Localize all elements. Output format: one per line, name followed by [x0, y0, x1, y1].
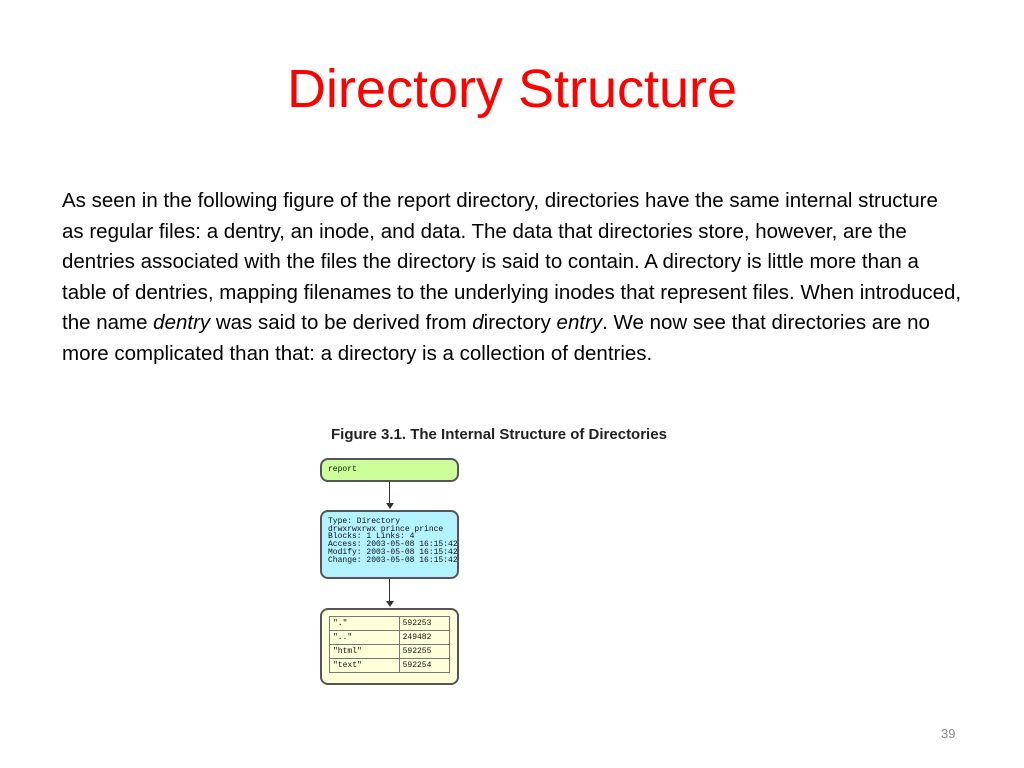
inode-line: Access: 2003-05-08 16:15:42 — [328, 540, 458, 550]
inode-line: drwxrwxrwx prince prince — [328, 524, 444, 534]
entry-name: "text" — [330, 659, 400, 673]
body-text-part4: . We now see that directories are no more complicated than that: a directory is a collection of dentries. — [62, 311, 930, 365]
inode-line: Modify: 2003-05-08 16:15:42 — [328, 547, 458, 557]
entry-name: "." — [330, 617, 400, 631]
body-text-part3: irectory — [483, 311, 557, 335]
body-text-entry: entry — [556, 311, 603, 335]
body-text-dentry: dentry — [153, 311, 211, 335]
entry-inode: 249482 — [399, 631, 449, 645]
body-text-part2: was said to be derived from — [210, 311, 473, 335]
inode-line: Change: 2003-05-08 16:15:42 — [328, 555, 458, 565]
body-text-d: d — [472, 311, 484, 335]
entry-name: "html" — [330, 645, 400, 659]
table-row — [330, 659, 450, 673]
table-row — [330, 645, 450, 659]
entry-inode: 592253 — [399, 617, 449, 631]
table-row — [330, 631, 450, 645]
arrowhead-inode-to-data — [386, 601, 394, 607]
arrow-dentry-to-inode — [389, 482, 390, 504]
dentry-box — [320, 458, 459, 482]
data-box — [320, 608, 459, 685]
inode-box — [320, 510, 459, 579]
entry-inode: 592254 — [399, 659, 449, 673]
page-number: 39 — [941, 726, 956, 741]
dentry-table — [329, 616, 450, 673]
entry-inode: 592255 — [399, 645, 449, 659]
arrow-inode-to-data — [389, 579, 390, 602]
arrowhead-dentry-to-inode — [386, 503, 394, 509]
slide-title: Directory Structure — [286, 59, 738, 119]
body-paragraph — [62, 186, 962, 370]
figure-title: Figure 3.1. The Internal Structure of Directories — [331, 426, 667, 443]
body-text-part1: As seen in the following figure of the report directory, directories have the same internal structure as regular files: a dentry, an inode, and data. The data that directories store, however, are the dentries associated with the files the directory is said to contain. A directory is little more than a table of dentries, mapping filenames to the underlying inodes that represent files. When introduced, the name — [62, 189, 962, 335]
inode-line: Blocks: 1 Links: 4 — [328, 532, 415, 542]
dentry-label: report — [328, 465, 357, 474]
inode-line: Type: Directory — [328, 517, 401, 526]
entry-name: ".." — [330, 631, 400, 645]
table-row — [330, 617, 450, 631]
